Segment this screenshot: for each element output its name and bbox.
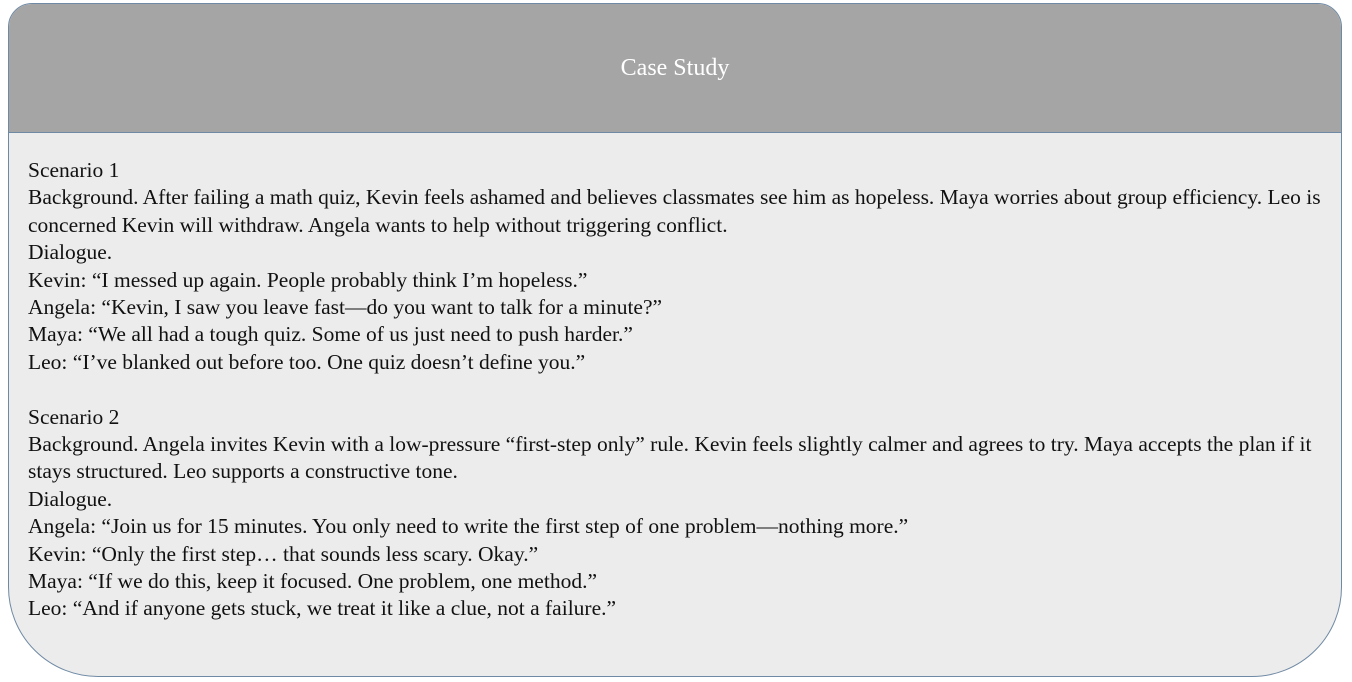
- card-body: [28, 157, 1328, 623]
- scenario-background: Background. Angela invites Kevin with a low-pressure “first-step only” rule. Kevin feels slightly calmer and agrees to try. Maya accepts the plan if it stays structured. Leo supports a constructive tone.: [28, 432, 1312, 484]
- dialogue-label: Dialogue.: [28, 240, 113, 265]
- scenario-background: Background. After failing a math quiz, Kevin feels ashamed and believes classmates see him as hopeless. Maya worries about group efficiency. Leo is concerned Kevin will withdraw. Angela wants to help without triggering conflict.: [28, 185, 1321, 237]
- scenario-heading: Scenario 1: [28, 158, 120, 182]
- dialogue-line: Angela: “Join us for 15 minutes. You only need to write the first step of one problem—nothing more.”: [28, 514, 909, 539]
- dialogue-line: Leo: “I’ve blanked out before too. One quiz doesn’t define you.”: [28, 349, 586, 374]
- dialogue-line: Maya: “If we do this, keep it focused. One problem, one method.”: [28, 569, 597, 594]
- dialogue-label: Dialogue.: [28, 486, 113, 511]
- scenario-2: [28, 404, 1328, 623]
- card-title: Case Study: [620, 54, 730, 81]
- dialogue-line: Maya: “We all had a tough quiz. Some of us just need to push harder.”: [28, 322, 633, 347]
- dialogue-line: Angela: “Kevin, I saw you leave fast—do you want to talk for a minute?”: [28, 295, 663, 320]
- card-header: [9, 4, 1341, 133]
- scenario-1: [28, 157, 1328, 376]
- section-spacer: [28, 376, 1328, 403]
- dialogue-line: Leo: “And if anyone gets stuck, we treat it like a clue, not a failure.”: [28, 596, 617, 621]
- scenario-heading: Scenario 2: [28, 404, 120, 429]
- dialogue-line: Kevin: “I messed up again. People probably think I’m hopeless.”: [28, 267, 588, 292]
- case-study-card: [8, 3, 1342, 677]
- dialogue-line: Kevin: “Only the first step… that sounds less scary. Okay.”: [28, 541, 539, 566]
